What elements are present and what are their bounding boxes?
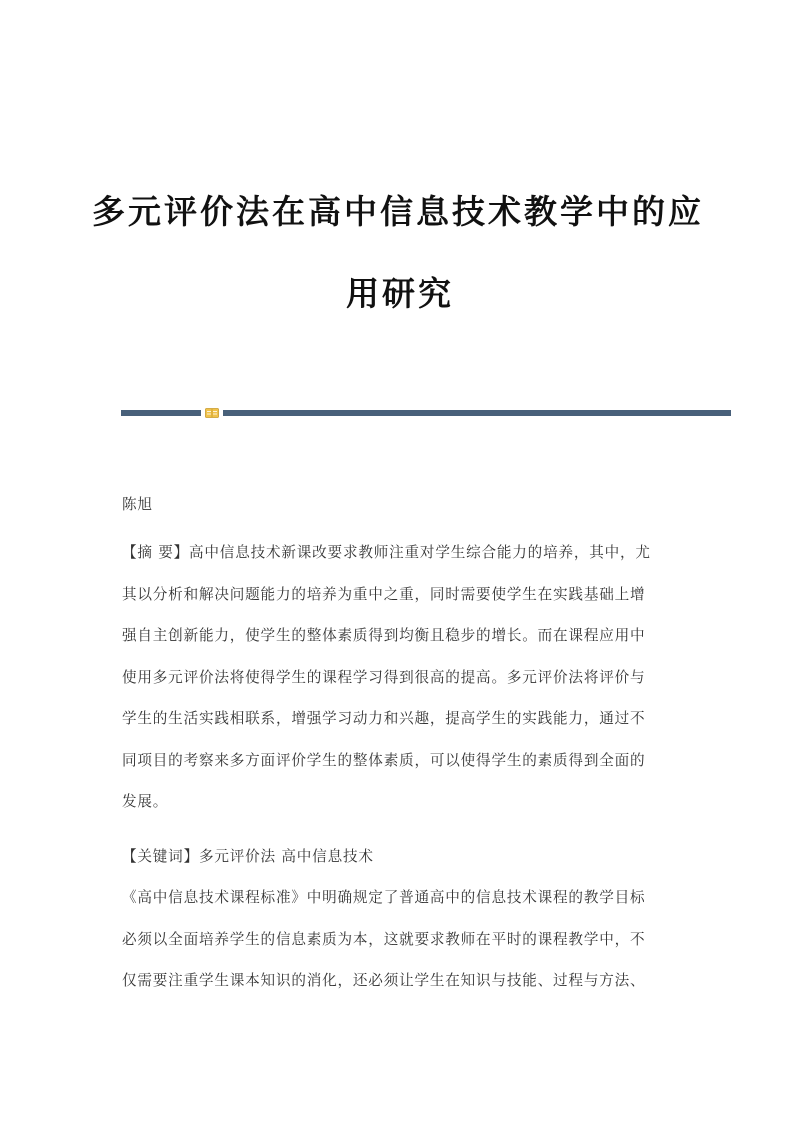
author-name: 陈旭 xyxy=(122,496,153,513)
keywords-label: 【关键词】 xyxy=(122,848,199,865)
abstract-line: 发展。 xyxy=(122,793,169,810)
body-paragraph xyxy=(122,888,682,1013)
book-icon xyxy=(205,408,219,418)
body-line: 必须以全面培养学生的信息素质为本，这就要求教师在平时的课程教学中，不 xyxy=(122,930,646,948)
abstract-line: 【摘 要】高中信息技术新课改要求教师注重对学生综合能力的培养，其中，尤 xyxy=(122,544,651,561)
abstract-line: 同项目的考察来多方面评价学生的整体素质，可以使得学生的素质得到全面的 xyxy=(122,751,646,769)
abstract-line: 学生的生活实践相联系，增强学习动力和兴趣，提高学生的实践能力，通过不 xyxy=(122,710,646,727)
body-line: 《高中信息技术课程标准》中明确规定了普通高中的信息技术课程的教学目标 xyxy=(122,889,646,906)
abstract-label: 【摘 要】 xyxy=(122,544,190,561)
abstract-line: 强自主创新能力，使学生的整体素质得到均衡且稳步的增长。而在课程应用中 xyxy=(122,627,646,644)
page-title-line-1: 多元评价法在高中信息技术教学中的应 xyxy=(92,192,704,231)
abstract-line: 使用多元评价法将使得学生的课程学习得到很高的提高。多元评价法将评价与 xyxy=(122,668,646,686)
title-divider xyxy=(121,407,731,417)
body-line: 仅需要注重学生课本知识的消化，还必须让学生在知识与技能、过程与方法、 xyxy=(122,972,646,989)
abstract-line: 其以分析和解决问题能力的培养为重中之重，同时需要使学生在实践基础上增 xyxy=(122,585,646,603)
page-title-line-2: 用研究 xyxy=(346,274,454,313)
divider-bar-left xyxy=(121,410,201,416)
keywords-text: 多元评价法 高中信息技术 xyxy=(198,848,374,865)
keywords xyxy=(122,845,682,866)
divider-bar-right xyxy=(223,410,731,416)
abstract-paragraph xyxy=(122,543,682,834)
